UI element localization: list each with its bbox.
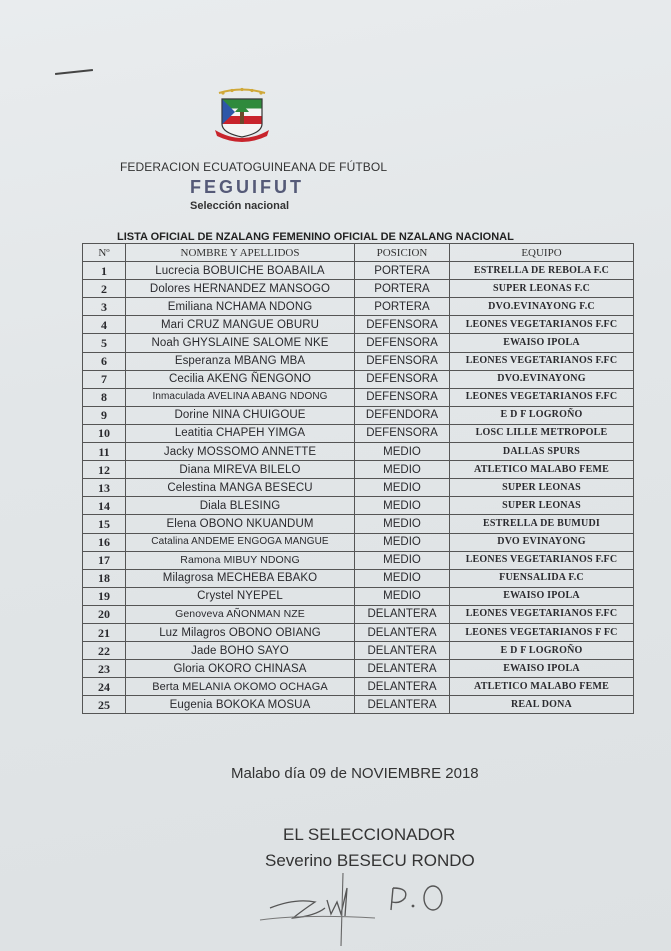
player-position: MEDIO [355,533,450,551]
player-position: DEFENDORA [355,406,450,424]
player-number: 8 [83,388,126,406]
federation-name: FEDERACION ECUATOGUINEANA DE FÚTBOL [120,160,388,174]
player-name: Jacky MOSSOMO ANNETTE [126,443,355,461]
player-number: 7 [83,370,126,388]
player-name: Eugenia BOKOKA MOSUA [126,696,355,714]
player-number: 16 [83,533,126,551]
player-name: Dorine NINA CHUIGOUE [126,406,355,424]
table-row [83,298,634,316]
player-number: 24 [83,678,126,696]
table-row [83,352,634,370]
player-team: EWAISO IPOLA [450,587,634,605]
player-number: 21 [83,623,126,641]
table-row [83,605,634,623]
player-name: Cecilia AKENG ÑENGONO [126,370,355,388]
player-team: DVO.EVINAYONG F.C [450,298,634,316]
table-row [83,280,634,298]
feguifut-crest-icon [209,86,275,146]
player-name: Inmaculada AVELINA ABANG NDONG [126,388,355,406]
player-team: SUPER LEONAS [450,497,634,515]
player-position: DEFENSORA [355,334,450,352]
table-row [83,262,634,280]
player-name: Crystel NYEPEL [126,587,355,605]
player-name: Luz Milagros OBONO OBIANG [126,623,355,641]
signatory-name: Severino BESECU RONDO [265,851,475,870]
table-row [83,623,634,641]
table-row [83,660,634,678]
roster-table [82,243,634,714]
player-name: Elena OBONO NKUANDUM [126,515,355,533]
player-number: 22 [83,642,126,660]
header-num: Nº [83,244,126,262]
table-row [83,497,634,515]
selection-subtitle: Selección nacional [190,200,290,212]
player-team: LEONES VEGETARIANOS F.FC [450,605,634,623]
player-name: Diana MIREVA BILELO [126,461,355,479]
player-position: MEDIO [355,569,450,587]
player-position: DEFENSORA [355,316,450,334]
player-position: DEFENSORA [355,424,450,442]
table-row [83,370,634,388]
table-row [83,587,634,605]
table-row [83,316,634,334]
header-team: EQUIPO [450,244,634,262]
player-position: MEDIO [355,461,450,479]
player-number: 15 [83,515,126,533]
date-line: Malabo día 09 de NOVIEMBRE 2018 [231,765,479,782]
player-number: 11 [83,443,126,461]
player-position: DELANTERA [355,678,450,696]
table-row [83,479,634,497]
player-position: MEDIO [355,479,450,497]
player-name: Jade BOHO SAYO [126,642,355,660]
player-team: LOSC LILLE METROPOLE [450,424,634,442]
player-number: 14 [83,497,126,515]
player-number: 4 [83,316,126,334]
player-position: DEFENSORA [355,388,450,406]
table-row [83,551,634,569]
player-number: 9 [83,406,126,424]
player-team: SUPER LEONAS [450,479,634,497]
player-team: ESTRELLA DE REBOLA F.C [450,262,634,280]
player-name: Genoveva AÑONMAN NZE [126,605,355,623]
player-name: Ramona MIBUY NDONG [126,551,355,569]
player-number: 18 [83,569,126,587]
player-position: MEDIO [355,587,450,605]
player-position: MEDIO [355,497,450,515]
handwritten-signature [255,868,465,948]
player-name: Gloria OKORO CHINASA [126,660,355,678]
player-name: Leatitia CHAPEH YIMGA [126,424,355,442]
player-position: DELANTERA [355,642,450,660]
player-number: 6 [83,352,126,370]
player-team: EWAISO IPOLA [450,334,634,352]
player-position: MEDIO [355,443,450,461]
table-header-row [83,244,634,262]
player-team: FUENSALIDA F.C [450,569,634,587]
header-name: NOMBRE Y APELLIDOS [126,244,355,262]
player-name: Celestina MANGA BESECU [126,479,355,497]
player-team: E D F LOGROÑO [450,642,634,660]
player-position: DELANTERA [355,660,450,678]
player-name: Emiliana NCHAMA NDONG [126,298,355,316]
player-team: SUPER LEONAS F.C [450,280,634,298]
player-team: LEONES VEGETARIANOS F.FC [450,388,634,406]
table-row [83,696,634,714]
player-number: 2 [83,280,126,298]
player-team: REAL DONA [450,696,634,714]
player-number: 5 [83,334,126,352]
player-position: PORTERA [355,280,450,298]
player-name: Noah GHYSLAINE SALOME NKE [126,334,355,352]
table-row [83,569,634,587]
player-number: 25 [83,696,126,714]
table-row [83,678,634,696]
player-position: DELANTERA [355,623,450,641]
table-row [83,443,634,461]
pen-mark [55,69,93,75]
player-team: LEONES VEGETARIANOS F.FC [450,316,634,334]
player-team: LEONES VEGETARIANOS F FC [450,623,634,641]
table-row [83,388,634,406]
player-team: ATLETICO MALABO FEME [450,461,634,479]
player-team: LEONES VEGETARIANOS F.FC [450,352,634,370]
player-team: DVO EVINAYONG [450,533,634,551]
federation-acronym: FEGUIFUT [190,177,304,197]
player-team: DALLAS SPURS [450,443,634,461]
player-name: Diala BLESING [126,497,355,515]
signatory-title: EL SELECCIONADOR [283,825,456,844]
table-row [83,424,634,442]
table-row [83,515,634,533]
table-row [83,406,634,424]
player-team: ATLETICO MALABO FEME [450,678,634,696]
player-position: MEDIO [355,515,450,533]
player-name: Berta MELANIA OKOMO OCHAGA [126,678,355,696]
player-name: Esperanza MBANG MBA [126,352,355,370]
player-number: 10 [83,424,126,442]
player-name: Milagrosa MECHEBA EBAKO [126,569,355,587]
player-team: EWAISO IPOLA [450,660,634,678]
header-position: POSICION [355,244,450,262]
table-row [83,642,634,660]
player-team: LEONES VEGETARIANOS F.FC [450,551,634,569]
player-team: E D F LOGROÑO [450,406,634,424]
table-row [83,533,634,551]
player-position: DEFENSORA [355,352,450,370]
player-number: 3 [83,298,126,316]
player-position: DEFENSORA [355,370,450,388]
player-number: 23 [83,660,126,678]
player-number: 1 [83,262,126,280]
player-position: PORTERA [355,262,450,280]
player-number: 12 [83,461,126,479]
player-name: Mari CRUZ MANGUE OBURU [126,316,355,334]
player-name: Lucrecia BOBUICHE BOABAILA [126,262,355,280]
list-title: LISTA OFICIAL DE NZALANG FEMENINO OFICIAL DE NZALANG NACIONAL [117,231,514,243]
table-row [83,461,634,479]
player-position: PORTERA [355,298,450,316]
player-position: DELANTERA [355,696,450,714]
player-number: 13 [83,479,126,497]
player-team: DVO.EVINAYONG [450,370,634,388]
player-name: Catalina ANDEME ENGOGA MANGUE [126,533,355,551]
player-position: DELANTERA [355,605,450,623]
player-name: Dolores HERNANDEZ MANSOGO [126,280,355,298]
player-number: 20 [83,605,126,623]
player-position: MEDIO [355,551,450,569]
player-number: 17 [83,551,126,569]
table-row [83,334,634,352]
player-team: ESTRELLA DE BUMUDI [450,515,634,533]
player-number: 19 [83,587,126,605]
